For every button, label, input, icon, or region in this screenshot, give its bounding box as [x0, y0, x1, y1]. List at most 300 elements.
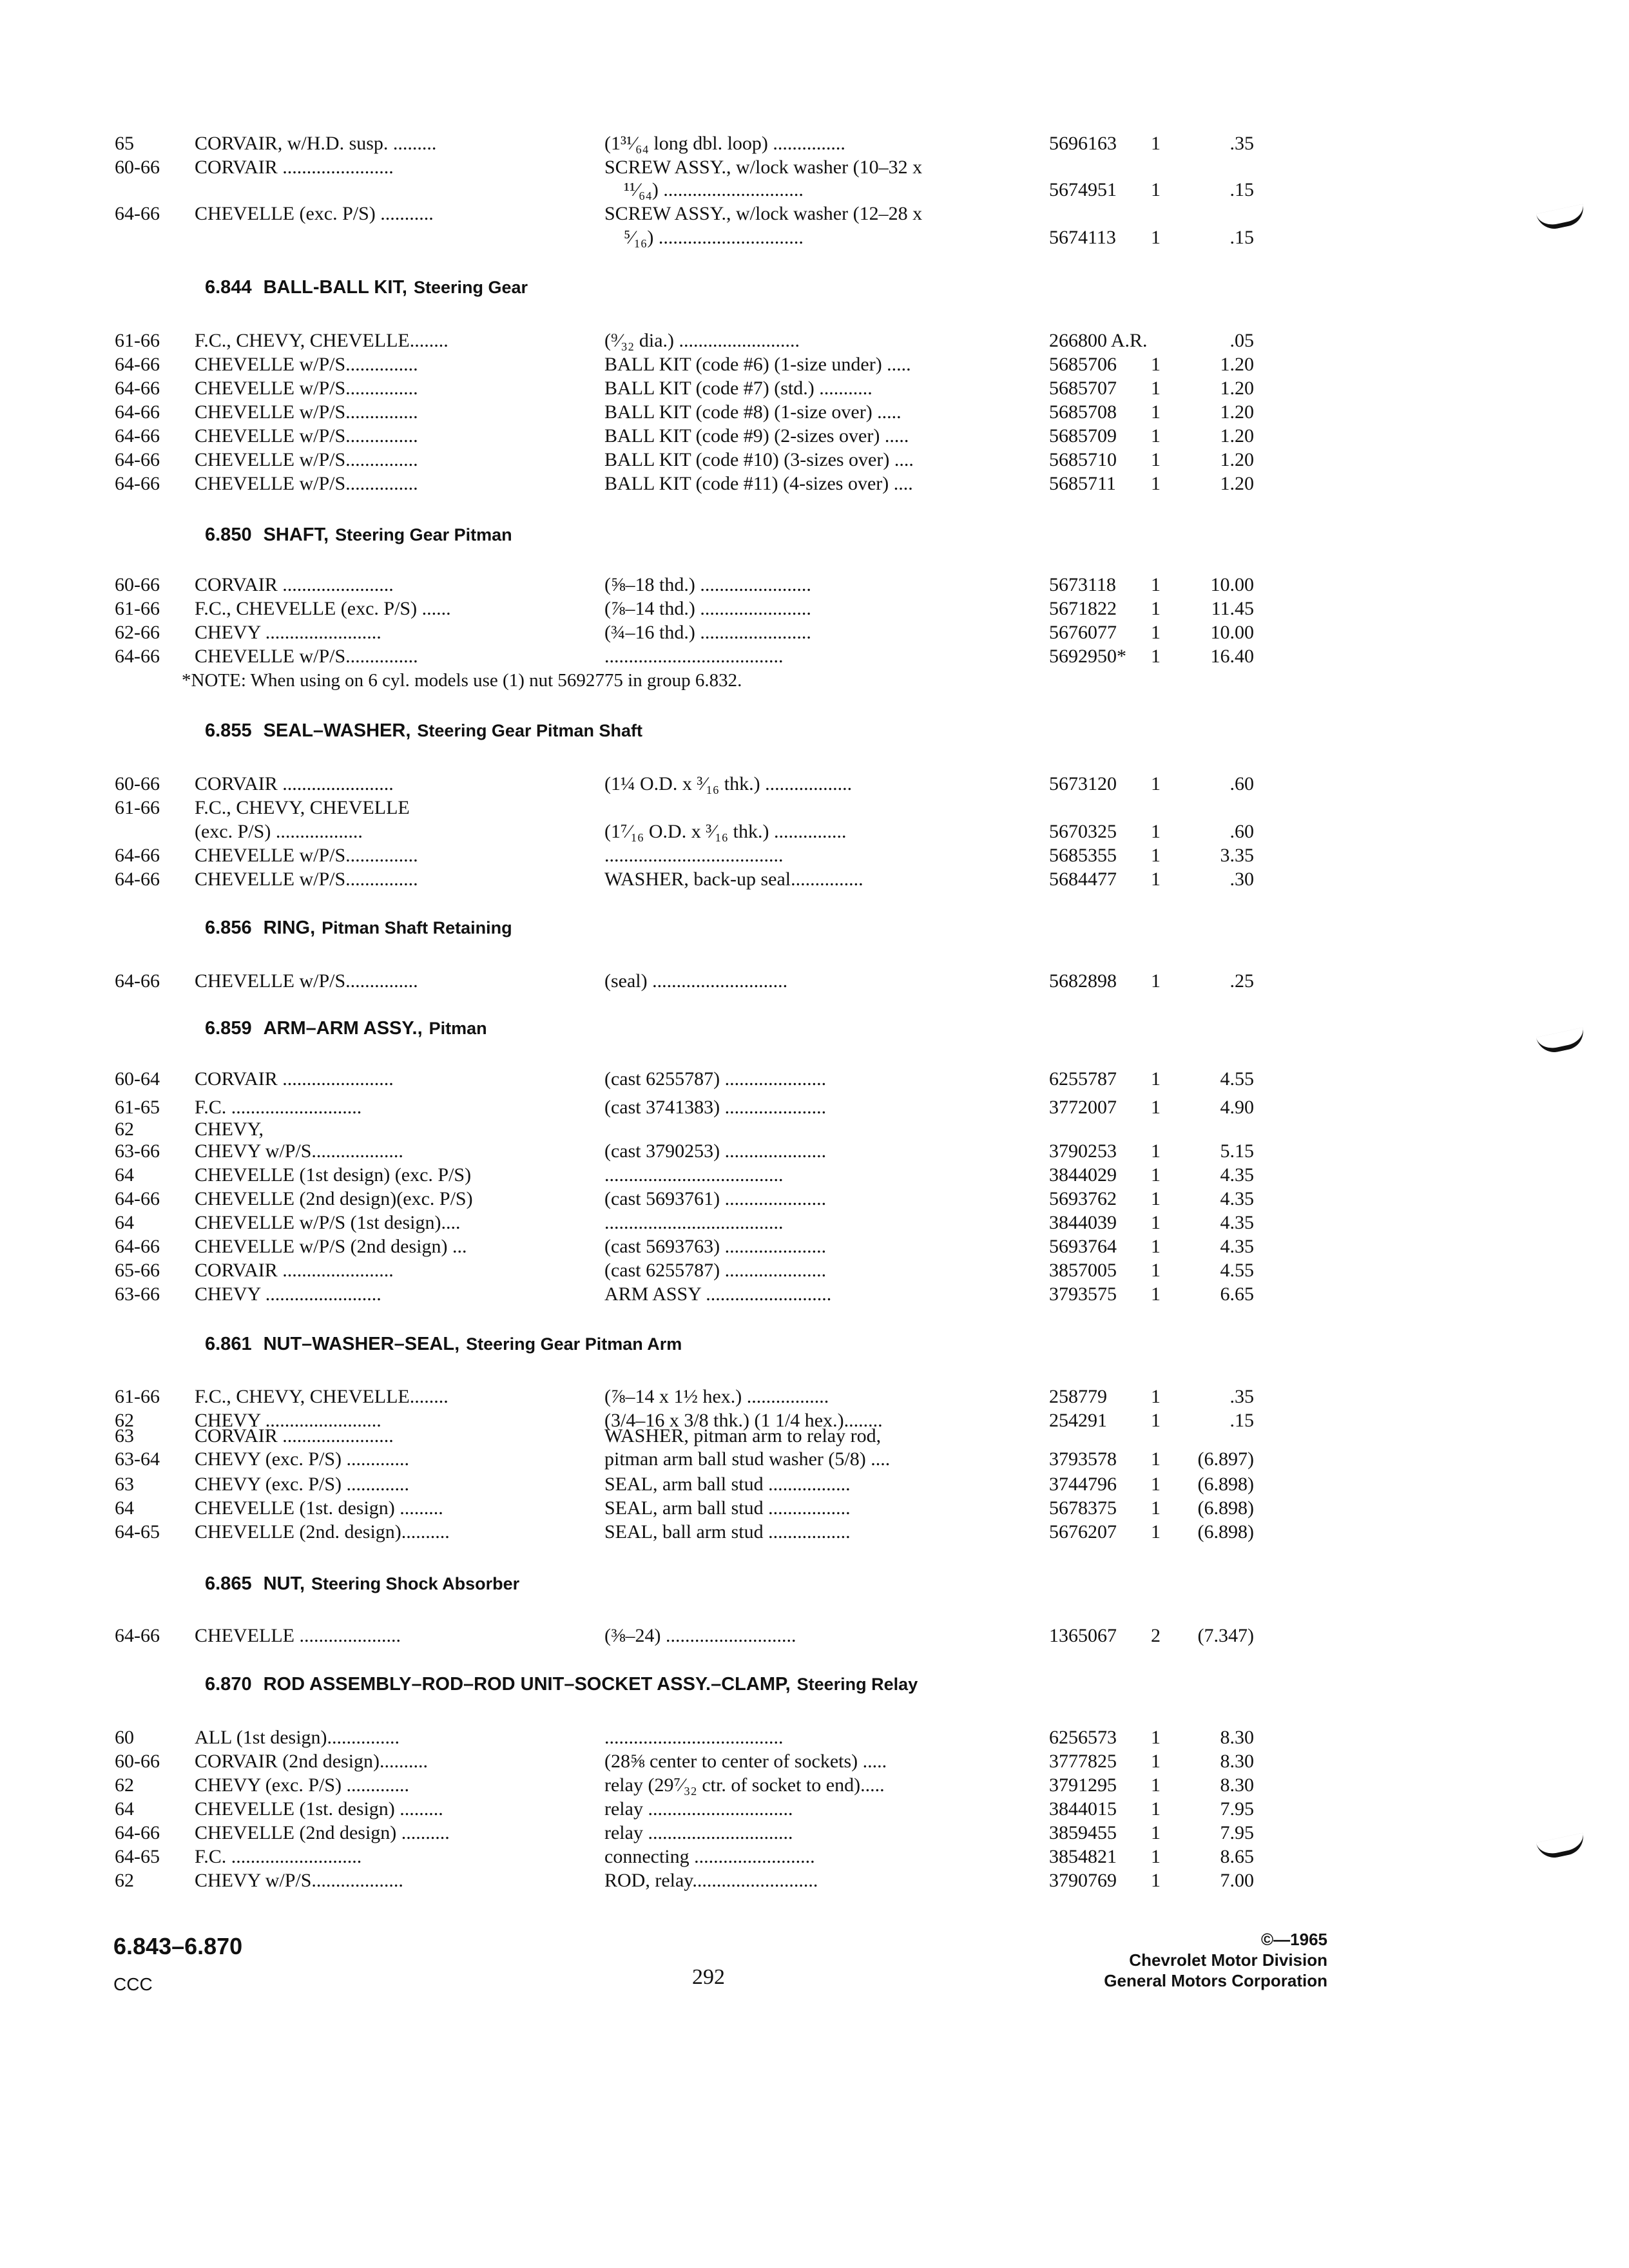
- row-year: 64-66: [115, 378, 160, 399]
- row-quantity: 1: [1151, 574, 1161, 595]
- row-quantity: 1: [1151, 1474, 1161, 1495]
- table-row: [0, 352, 1629, 377]
- row-description: (cast 3741383) .....................: [604, 1097, 827, 1118]
- table-row: [0, 1139, 1629, 1164]
- row-model: ALL (1st design)...............: [195, 1727, 400, 1748]
- row-description: (cast 3790253) .....................: [604, 1140, 827, 1162]
- row-part-number: 5682898: [1049, 970, 1117, 992]
- row-model: F.C., CHEVY, CHEVELLE: [195, 797, 410, 818]
- row-part-number: 3844039: [1049, 1212, 1117, 1233]
- row-year: 65-66: [115, 1260, 160, 1281]
- table-row: [0, 1424, 1629, 1448]
- row-part-number: 5693762: [1049, 1188, 1117, 1209]
- row-price: 8.30: [1220, 1751, 1254, 1772]
- row-part-number: 5674113: [1049, 227, 1116, 248]
- section-subtitle: Steering Shock Absorber: [311, 1574, 520, 1593]
- row-year: 64: [115, 1497, 134, 1519]
- row-quantity: 1: [1151, 401, 1161, 423]
- section-heading: [205, 915, 512, 941]
- row-quantity: 1: [1151, 1727, 1161, 1748]
- row-description: SEAL, ball arm stud .................: [604, 1521, 851, 1542]
- row-price: 11.45: [1211, 598, 1254, 619]
- table-row: [0, 597, 1629, 621]
- row-description: BALL KIT (code #8) (1-size over) .....: [604, 401, 901, 423]
- row-description: ROD, relay..........................: [604, 1870, 818, 1891]
- row-year: 60: [115, 1727, 134, 1748]
- row-year: 64-66: [115, 1236, 160, 1257]
- row-price: 6.65: [1220, 1283, 1254, 1305]
- row-part-number: 5692950*: [1049, 646, 1126, 667]
- row-description: relay ..............................: [604, 1798, 793, 1820]
- row-quantity: 1: [1151, 1751, 1161, 1772]
- row-model: CHEVY ........................: [195, 1283, 381, 1305]
- row-price: .60: [1229, 821, 1254, 842]
- row-model: CHEVELLE (2nd design)(exc. P/S): [195, 1188, 473, 1209]
- row-year: 60-66: [115, 773, 160, 794]
- row-year: 63-66: [115, 1283, 160, 1305]
- row-quantity: 1: [1151, 1521, 1161, 1542]
- row-model: CORVAIR .......................: [195, 773, 394, 794]
- row-year: 61-66: [115, 598, 160, 619]
- row-description: SCREW ASSY., w/lock washer (12–28 x: [604, 203, 923, 224]
- row-description: .....................................: [604, 1164, 784, 1186]
- section-title: SEAL–WASHER,: [263, 720, 411, 741]
- row-description: (cast 6255787) .....................: [604, 1260, 827, 1281]
- row-year: 60-66: [115, 157, 160, 178]
- table-row: [0, 1624, 1629, 1648]
- row-part-number: 5674951: [1049, 179, 1117, 200]
- row-price: 4.35: [1220, 1212, 1254, 1233]
- row-part-number: 5685711: [1049, 473, 1116, 494]
- row-quantity: 1: [1151, 1140, 1161, 1162]
- row-part-number: 3744796: [1049, 1474, 1117, 1495]
- table-row: [0, 202, 1629, 226]
- table-row: [0, 1067, 1629, 1091]
- row-price: 7.95: [1220, 1798, 1254, 1820]
- row-description: BALL KIT (code #7) (std.) ...........: [604, 378, 872, 399]
- section-title: ROD ASSEMBLY–ROD–ROD UNIT–SOCKET ASSY.–CLAMP,: [263, 1674, 791, 1695]
- row-price: 3.35: [1220, 845, 1254, 866]
- row-description: (cast 5693763) .....................: [604, 1236, 827, 1257]
- table-row: [0, 1235, 1629, 1259]
- row-part-number: 3857005: [1049, 1260, 1117, 1281]
- section-heading: [205, 1571, 519, 1597]
- table-row: [0, 1496, 1629, 1521]
- row-part-number: 5678375: [1049, 1497, 1117, 1519]
- corporation-name: General Motors Corporation: [1104, 1971, 1327, 1990]
- footer-code: CCC: [113, 1974, 153, 1994]
- row-model: F.C., CHEVY, CHEVELLE........: [195, 1386, 448, 1407]
- row-quantity: 1: [1151, 1846, 1161, 1867]
- row-model: CHEVELLE (1st. design) .........: [195, 1798, 443, 1820]
- row-price: 5.15: [1220, 1140, 1254, 1162]
- table-row: [0, 400, 1629, 425]
- row-part-number: 5696163: [1049, 133, 1117, 154]
- row-description: BALL KIT (code #6) (1-size under) .....: [604, 354, 911, 375]
- row-part-number: 5684477: [1049, 869, 1117, 890]
- row-model: CHEVELLE (1st design) (exc. P/S): [195, 1164, 472, 1186]
- row-quantity: 1: [1151, 425, 1161, 447]
- row-year: 60-66: [115, 1751, 160, 1772]
- table-row: [0, 1472, 1629, 1497]
- row-year: 63: [115, 1425, 134, 1446]
- row-part-number: 5671822: [1049, 598, 1117, 619]
- section-subtitle: Steering Gear: [413, 278, 528, 297]
- table-row: [0, 1749, 1629, 1774]
- row-description: (28⅝ center to center of sockets) .....: [604, 1751, 887, 1772]
- row-quantity: 1: [1151, 449, 1161, 470]
- row-price: 1.20: [1220, 425, 1254, 447]
- row-model: CHEVELLE w/P/S...............: [195, 378, 418, 399]
- footer-publisher: [1005, 1929, 1327, 1991]
- section-subtitle: Steering Gear Pitman Shaft: [417, 721, 642, 740]
- table-row: [0, 796, 1629, 820]
- row-part-number: 1365067: [1049, 1625, 1117, 1646]
- section-number: 6.859: [205, 1018, 252, 1039]
- row-model: CORVAIR (2nd design)..........: [195, 1751, 429, 1772]
- row-part-number: 5670325: [1049, 821, 1117, 842]
- row-model: CHEVY (exc. P/S) .............: [195, 1774, 410, 1796]
- row-year: 64-66: [115, 401, 160, 423]
- row-quantity: 1: [1151, 970, 1161, 992]
- row-quantity: 1: [1151, 869, 1161, 890]
- row-price: 7.95: [1220, 1822, 1254, 1843]
- section-subtitle: Steering Gear Pitman: [335, 525, 512, 544]
- row-quantity: 1: [1151, 646, 1161, 667]
- row-year: 64-66: [115, 449, 160, 470]
- row-part-number: 5693764: [1049, 1236, 1117, 1257]
- row-year: 61-66: [115, 1386, 160, 1407]
- row-quantity: 1: [1151, 845, 1161, 866]
- table-row: [0, 1095, 1629, 1120]
- row-model: CHEVELLE w/P/S...............: [195, 354, 418, 375]
- table-row: [0, 178, 1629, 202]
- row-price: (6.897): [1197, 1448, 1254, 1470]
- row-year: 64-66: [115, 425, 160, 447]
- section-subtitle: Pitman Shaft Retaining: [322, 918, 512, 937]
- table-row: [0, 1725, 1629, 1750]
- row-description: BALL KIT (code #11) (4-sizes over) ....: [604, 473, 913, 494]
- row-price: .35: [1229, 133, 1254, 154]
- row-year: 64-66: [115, 1625, 160, 1646]
- row-price: .15: [1229, 1410, 1254, 1431]
- row-quantity: 1: [1151, 1188, 1161, 1209]
- table-row: [0, 573, 1629, 597]
- row-quantity: 1: [1151, 1164, 1161, 1186]
- row-price: (6.898): [1197, 1521, 1254, 1542]
- row-model: CHEVY w/P/S...................: [195, 1870, 403, 1891]
- table-row: [0, 448, 1629, 472]
- row-model: F.C., CHEVY, CHEVELLE........: [195, 330, 448, 351]
- table-row: [0, 772, 1629, 796]
- row-model: CHEVELLE w/P/S...............: [195, 970, 418, 992]
- row-model: CORVAIR .......................: [195, 157, 394, 178]
- copyright-notice: ©—1965: [1261, 1930, 1327, 1949]
- row-model: CHEVELLE (exc. P/S) ...........: [195, 203, 434, 224]
- section-subtitle: Steering Relay: [796, 1675, 918, 1694]
- row-description: .....................................: [604, 1212, 784, 1233]
- row-year: 61-66: [115, 797, 160, 818]
- row-model: F.C. ...........................: [195, 1846, 362, 1867]
- row-price: .15: [1229, 179, 1254, 200]
- table-row: [0, 329, 1629, 353]
- row-year: 64-66: [115, 473, 160, 494]
- section-heading: [205, 274, 528, 300]
- row-description: BALL KIT (code #10) (3-sizes over) ....: [604, 449, 914, 470]
- row-year: 63-64: [115, 1448, 160, 1470]
- row-quantity: 1: [1151, 133, 1161, 154]
- row-year: 64-66: [115, 1188, 160, 1209]
- row-description: (1⁷⁄₁₆ O.D. x ³⁄₁₆ thk.) ...............: [604, 821, 847, 842]
- row-model: CORVAIR .......................: [195, 574, 394, 595]
- table-row: [0, 1187, 1629, 1211]
- row-description: SEAL, arm ball stud .................: [604, 1497, 851, 1519]
- row-price: 4.35: [1220, 1164, 1254, 1186]
- row-price: 7.00: [1220, 1870, 1254, 1891]
- row-model: CHEVY ........................: [195, 1410, 381, 1431]
- row-price: 1.20: [1220, 354, 1254, 375]
- table-row: [0, 155, 1629, 180]
- row-model: CHEVY ........................: [195, 622, 381, 643]
- row-model: CHEVY w/P/S...................: [195, 1140, 403, 1162]
- row-quantity: 1: [1151, 773, 1161, 794]
- row-year: 64-65: [115, 1521, 160, 1542]
- row-quantity: 1: [1151, 1386, 1161, 1407]
- row-price: .35: [1229, 1386, 1254, 1407]
- section-subtitle: Pitman: [429, 1019, 487, 1038]
- row-year: 60-64: [115, 1068, 160, 1090]
- section-heading: [205, 718, 642, 744]
- row-model: CHEVELLE w/P/S...............: [195, 845, 418, 866]
- table-row: [0, 1211, 1629, 1235]
- row-model: CHEVELLE w/P/S (1st design)....: [195, 1212, 461, 1233]
- row-description: (¾–16 thd.) .......................: [604, 622, 811, 643]
- row-part-number: 266800 A.R.: [1049, 330, 1148, 351]
- row-model: CHEVY (exc. P/S) .............: [195, 1448, 410, 1470]
- row-description: (cast 5693761) .....................: [604, 1188, 827, 1209]
- section-title: SHAFT,: [263, 524, 329, 545]
- row-description: (1³¹⁄₆₄ long dbl. loop) ...............: [604, 133, 845, 154]
- row-description: SEAL, arm ball stud .................: [604, 1474, 851, 1495]
- section-heading: [205, 522, 512, 548]
- table-row: [0, 424, 1629, 448]
- row-model: CHEVELLE w/P/S...............: [195, 449, 418, 470]
- row-description: WASHER, back-up seal...............: [604, 869, 863, 890]
- page-number: 292: [692, 1965, 725, 1989]
- row-description: BALL KIT (code #9) (2-sizes over) .....: [604, 425, 909, 447]
- table-row: [0, 1773, 1629, 1798]
- row-description: relay ..............................: [604, 1822, 793, 1843]
- row-year: 64-66: [115, 845, 160, 866]
- section-number: 6.861: [205, 1334, 252, 1354]
- row-price: 10.00: [1210, 622, 1254, 643]
- row-description: .....................................: [604, 1727, 784, 1748]
- section-title: RING,: [263, 918, 316, 938]
- row-model: CHEVELLE (2nd design) ..........: [195, 1822, 450, 1843]
- row-price: .25: [1229, 970, 1254, 992]
- row-price: 16.40: [1210, 646, 1254, 667]
- row-part-number: 3793575: [1049, 1283, 1117, 1305]
- footer-section-range: 6.843–6.870: [113, 1933, 243, 1959]
- table-row: [0, 620, 1629, 645]
- row-part-number: 5685706: [1049, 354, 1117, 375]
- row-model: CORVAIR, w/H.D. susp. .........: [195, 133, 437, 154]
- table-row: [0, 1117, 1629, 1142]
- row-quantity: 1: [1151, 622, 1161, 643]
- row-year: 62: [115, 1119, 134, 1140]
- row-year: 64-65: [115, 1846, 160, 1867]
- row-model: CHEVELLE w/P/S...............: [195, 869, 418, 890]
- row-description: (cast 6255787) .....................: [604, 1068, 827, 1090]
- row-year: 60-66: [115, 574, 160, 595]
- row-quantity: 1: [1151, 598, 1161, 619]
- row-model: CHEVY (exc. P/S) .............: [195, 1474, 410, 1495]
- row-model: CHEVELLE w/P/S...............: [195, 425, 418, 447]
- row-description: (⅞–14 x 1½ hex.) .................: [604, 1386, 829, 1407]
- row-model: F.C., CHEVELLE (exc. P/S) ......: [195, 598, 451, 619]
- row-year: 64-66: [115, 203, 160, 224]
- row-part-number: 5676207: [1049, 1521, 1117, 1542]
- row-part-number: 5685708: [1049, 401, 1117, 423]
- section-number: 6.870: [205, 1674, 252, 1695]
- row-part-number: 3844015: [1049, 1798, 1117, 1820]
- row-price: .05: [1229, 330, 1254, 351]
- section-heading: [205, 1015, 487, 1041]
- row-year: 64-66: [115, 354, 160, 375]
- table-row: [0, 1845, 1629, 1869]
- row-part-number: 3777825: [1049, 1751, 1117, 1772]
- row-price: 1.20: [1220, 378, 1254, 399]
- row-part-number: 3844029: [1049, 1164, 1117, 1186]
- row-year: 64-66: [115, 869, 160, 890]
- row-price: 4.90: [1220, 1097, 1254, 1118]
- row-year: 64-66: [115, 970, 160, 992]
- table-row: [0, 1163, 1629, 1187]
- table-row: [0, 1520, 1629, 1544]
- table-row: [0, 1385, 1629, 1409]
- row-quantity: 2: [1151, 1625, 1161, 1646]
- row-part-number: 5676077: [1049, 622, 1117, 643]
- row-description: SCREW ASSY., w/lock washer (10–32 x: [604, 157, 923, 178]
- row-quantity: 1: [1151, 1822, 1161, 1843]
- row-price: .30: [1229, 869, 1254, 890]
- row-part-number: 3854821: [1049, 1846, 1117, 1867]
- row-description: (seal) ............................: [604, 970, 788, 992]
- row-year: 62-66: [115, 622, 160, 643]
- row-year: 64: [115, 1164, 134, 1186]
- row-part-number: 5673120: [1049, 773, 1117, 794]
- row-part-number: 3790769: [1049, 1870, 1117, 1891]
- section-number: 6.850: [205, 524, 252, 545]
- row-price: (6.898): [1197, 1497, 1254, 1519]
- section-title: ARM–ARM ASSY.,: [263, 1018, 423, 1039]
- row-part-number: 6255787: [1049, 1068, 1117, 1090]
- row-price: .15: [1229, 227, 1254, 248]
- row-quantity: 1: [1151, 1068, 1161, 1090]
- table-row: [0, 1869, 1629, 1893]
- row-description: WASHER, pitman arm to relay rod,: [604, 1425, 882, 1446]
- section-number: 6.856: [205, 918, 252, 938]
- row-quantity: 1: [1151, 473, 1161, 494]
- row-model: CHEVELLE (2nd. design)..........: [195, 1521, 450, 1542]
- row-part-number: 3859455: [1049, 1822, 1117, 1843]
- row-part-number: 258779: [1049, 1386, 1107, 1407]
- row-year: 64: [115, 1798, 134, 1820]
- row-part-number: 5685707: [1049, 378, 1117, 399]
- table-row: [0, 472, 1629, 496]
- row-price: 1.20: [1220, 401, 1254, 423]
- row-quantity: 1: [1151, 1798, 1161, 1820]
- table-row: [0, 820, 1629, 844]
- section-number: 6.865: [205, 1573, 252, 1594]
- row-description: ⁵⁄₁₆) ..............................: [624, 227, 804, 248]
- row-price: 4.55: [1220, 1260, 1254, 1281]
- section-title: NUT–WASHER–SEAL,: [263, 1334, 460, 1354]
- row-part-number: 3791295: [1049, 1774, 1117, 1796]
- section-note: *NOTE: When using on 6 cyl. models use (1) nut 5692775 in group 6.832.: [182, 670, 742, 691]
- row-quantity: 1: [1151, 354, 1161, 375]
- row-description: (1¼ O.D. x ³⁄₁₆ thk.) ..................: [604, 773, 853, 794]
- row-model: CORVAIR .......................: [195, 1260, 394, 1281]
- row-description: (⅜–24) ...........................: [604, 1625, 796, 1646]
- row-price: 8.30: [1220, 1774, 1254, 1796]
- table-row: [0, 131, 1629, 156]
- row-part-number: 5673118: [1049, 574, 1116, 595]
- row-quantity: 1: [1151, 821, 1161, 842]
- row-model: CORVAIR .......................: [195, 1425, 394, 1446]
- row-quantity: 1: [1151, 1410, 1161, 1431]
- row-description: connecting .........................: [604, 1846, 815, 1867]
- row-price: 10.00: [1210, 574, 1254, 595]
- row-price: 1.20: [1220, 473, 1254, 494]
- row-quantity: 1: [1151, 1774, 1161, 1796]
- row-year: 64-66: [115, 646, 160, 667]
- row-year: 64-66: [115, 1822, 160, 1843]
- row-part-number: 3790253: [1049, 1140, 1117, 1162]
- row-year: 62: [115, 1774, 134, 1796]
- table-row: [0, 867, 1629, 892]
- row-part-number: 6256573: [1049, 1727, 1117, 1748]
- row-part-number: 5685709: [1049, 425, 1117, 447]
- row-year: 64: [115, 1212, 134, 1233]
- row-description: pitman arm ball stud washer (5/8) ....: [604, 1448, 891, 1470]
- table-row: [0, 226, 1629, 250]
- row-part-number: 3793578: [1049, 1448, 1117, 1470]
- row-part-number: 5685710: [1049, 449, 1117, 470]
- row-year: 62: [115, 1870, 134, 1891]
- row-price: (6.898): [1197, 1474, 1254, 1495]
- row-description: (⅞–14 thd.) .......................: [604, 598, 811, 619]
- row-quantity: 1: [1151, 378, 1161, 399]
- row-model: CHEVELLE .....................: [195, 1625, 401, 1646]
- section-heading: [205, 1331, 682, 1357]
- row-part-number: 254291: [1049, 1410, 1107, 1431]
- row-quantity: 1: [1151, 179, 1161, 200]
- row-description: (3/4–16 x 3/8 thk.) (1 1/4 hex.)........: [604, 1410, 883, 1431]
- row-quantity: 1: [1151, 1497, 1161, 1519]
- table-row: [0, 1447, 1629, 1472]
- row-quantity: 1: [1151, 1448, 1161, 1470]
- row-description: (⁹⁄₃₂ dia.) .........................: [604, 330, 800, 351]
- row-quantity: 1: [1151, 1212, 1161, 1233]
- row-model: CORVAIR .......................: [195, 1068, 394, 1090]
- row-quantity: 1: [1151, 1236, 1161, 1257]
- row-model: F.C. ...........................: [195, 1097, 362, 1118]
- row-description: .....................................: [604, 646, 784, 667]
- table-row: [0, 843, 1629, 868]
- row-year: 63: [115, 1474, 134, 1495]
- row-price: .60: [1229, 773, 1254, 794]
